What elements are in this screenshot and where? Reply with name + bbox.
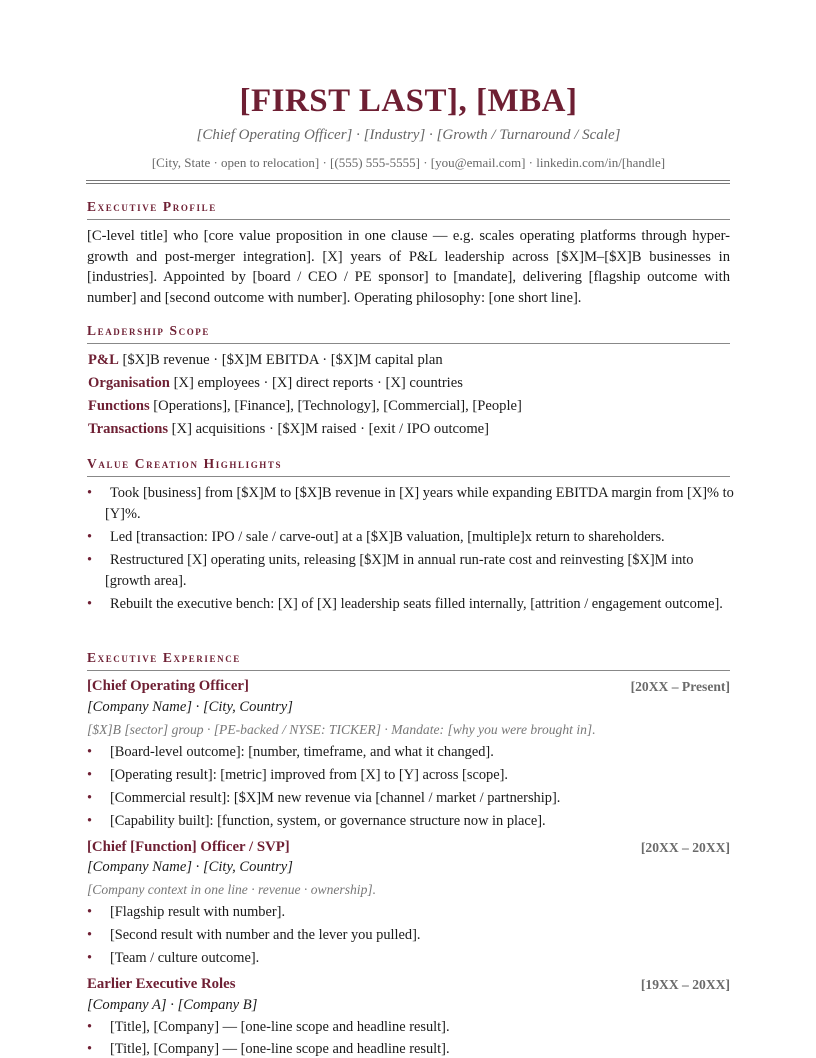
highlight-text: Rebuilt the executive bench: [X] of [X] leadership seats filled internally, [attrition / engagement outcome]. <box>110 596 723 612</box>
scope-key: Organisation <box>88 375 170 391</box>
header-divider <box>86 180 730 184</box>
bullet-icon: • <box>87 596 93 612</box>
role-bullet-text: [Operating result]: [metric] improved from [X] to [Y] across [scope]. <box>110 767 508 783</box>
role-bullet <box>87 950 259 967</box>
scope-row <box>88 398 522 415</box>
bullet-icon: • <box>87 904 93 920</box>
role-bullet-text: [Title], [Company] — [one-line scope and headline result]. <box>110 1019 450 1035</box>
role-bullet-text: [Commercial result]: [$X]M new revenue via [channel / market / partnership]. <box>110 790 561 806</box>
scope-key: Functions <box>88 398 150 414</box>
role-dates: [19XX – 20XX] <box>640 977 730 992</box>
highlight-text: Restructured [X] operating units, releasing [$X]M in annual run-rate cost and reinvesting [$X]M into [growth area]. <box>105 552 694 589</box>
highlight-text: Took [business] from [$X]M to [$X]B revenue in [X] years while expanding EBITDA margin from [X]% to [Y]%. <box>105 485 734 522</box>
highlight-text: Led [transaction: IPO / sale / carve-out] at a [$X]B valuation, [multiple]x return to shareholders. <box>110 529 665 545</box>
role-bullet <box>87 1019 450 1036</box>
role-company: [Company Name] · [City, Country] <box>87 699 293 715</box>
candidate-name: [FIRST LAST], [MBA] <box>239 83 578 119</box>
scope-row <box>88 421 489 438</box>
role-bullet <box>87 790 560 807</box>
role-bullet-text: [Capability built]: [function, system, or governance structure now in place]. <box>110 813 546 829</box>
contact-line: [City, State · open to relocation] · [(555) 555-5555] · [you@email.com] · linkedin.com/in/[handle] <box>151 155 666 170</box>
tagline: [Chief Operating Officer] · [Industry] · [Growth / Turnaround / Scale] <box>196 127 621 143</box>
bullet-icon: • <box>87 529 93 545</box>
role-bullet <box>87 1041 450 1058</box>
role-title: [Chief Operating Officer] <box>87 678 249 694</box>
role-title: [Chief [Function] Officer / SVP] <box>87 839 290 855</box>
scope-row <box>88 352 443 369</box>
bullet-icon: • <box>87 927 93 943</box>
role-bullet-text: [Second result with number and the lever you pulled]. <box>110 927 421 943</box>
bullet-icon: • <box>87 744 93 760</box>
profile-paragraph: [C-level title] who [core value proposition in one clause — e.g. scales operating platforms through hyper-growth and post-merger integration]. [X] years of P&L leadership across [$X]M–[$X]B businesses in [industries]. Appointed by [board / CEO / PE sponsor] to [mandate], delivering [flagship outcome with number] and [second outcome with number]. Operating philosophy: [one short line]. <box>87 228 730 306</box>
role-title: Earlier Executive Roles <box>87 976 236 992</box>
scope-value: [$X]B revenue · [$X]M EBITDA · [$X]M capital plan <box>122 352 443 368</box>
role-bullet <box>87 813 546 830</box>
role-company: [Company Name] · [City, Country] <box>87 859 293 875</box>
scope-key: Transactions <box>88 421 169 437</box>
bullet-icon: • <box>87 767 93 783</box>
scope-value: [X] employees · [X] direct reports · [X] countries <box>173 375 463 391</box>
section-heading-profile: Executive Profile <box>87 199 730 220</box>
scope-value: [X] acquisitions · [$X]M raised · [exit / IPO outcome] <box>171 421 490 437</box>
highlight-item <box>87 527 735 548</box>
role-bullet-text: [Team / culture outcome]. <box>110 950 260 966</box>
section-heading-experience: Executive Experience <box>87 650 730 671</box>
bullet-icon: • <box>87 1019 93 1035</box>
bullet-icon: • <box>87 813 93 829</box>
role-company: [Company A] · [Company B] <box>87 997 258 1013</box>
role-bullet-text: [Board-level outcome]: [number, timeframe, and what it changed]. <box>110 744 494 760</box>
role-context: [Company context in one line · revenue · ownership]. <box>87 882 377 897</box>
highlight-item <box>87 483 735 525</box>
bullet-icon: • <box>87 552 93 568</box>
role-context: [$X]B [sector] group · [PE-backed / NYSE: TICKER] · Mandate: [why you were brought in]. <box>87 722 596 737</box>
scope-value: [Operations], [Finance], [Technology], [Commercial], [People] <box>153 398 522 414</box>
role-dates: [20XX – Present] <box>630 679 730 694</box>
section-heading-scope: Leadership Scope <box>87 323 730 344</box>
highlight-item <box>87 594 735 615</box>
bullet-icon: • <box>87 950 93 966</box>
role-bullet <box>87 904 285 921</box>
bullet-icon: • <box>87 1041 93 1057</box>
role-bullet <box>87 927 421 944</box>
role-bullet-text: [Flagship result with number]. <box>110 904 286 920</box>
role-bullet <box>87 744 494 761</box>
scope-row <box>88 375 463 392</box>
bullet-icon: • <box>87 790 93 806</box>
scope-key: P&L <box>88 352 119 368</box>
role-bullet-text: [Title], [Company] — [one-line scope and headline result]. <box>110 1041 450 1057</box>
role-bullet <box>87 767 508 784</box>
highlight-item <box>87 550 735 592</box>
section-heading-highlights: Value Creation Highlights <box>87 456 730 477</box>
role-dates: [20XX – 20XX] <box>640 840 730 855</box>
bullet-icon: • <box>87 485 93 501</box>
